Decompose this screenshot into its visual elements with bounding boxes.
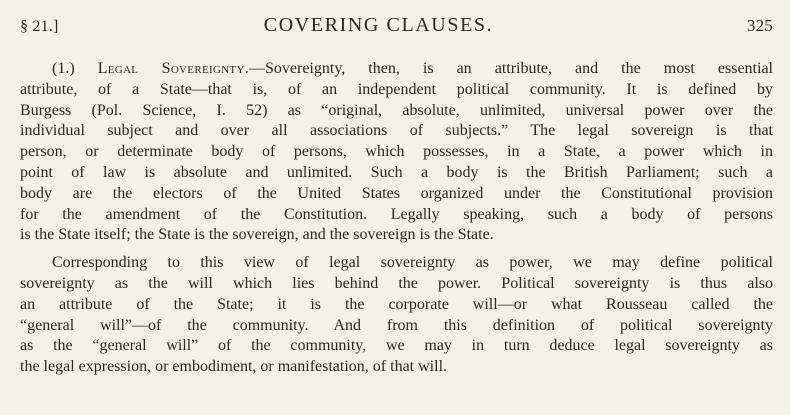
text-span: (1.) [52, 60, 98, 77]
text-line: sovereignty as the will which lies behind the power. Political sovereignty is thus also [20, 274, 773, 292]
text-line: person, or determinate body of persons, which possesses, in a State, a power which in [20, 143, 773, 161]
section-heading: Legal Sovereignty. [97, 60, 249, 77]
body-text [20, 59, 773, 378]
text-line: individual subject and over all associations of subjects.” The legal sovereign is that [20, 122, 773, 140]
page-number: 325 [746, 16, 773, 35]
section-mark: § 21.] [20, 18, 59, 35]
text-line [20, 59, 773, 80]
text-line: as the “general will” of the community, we may in turn deduce legal sovereignty as [20, 337, 773, 355]
text-line: “general will”—of the community. And from this definition of political sovereignty [20, 316, 773, 334]
text-line: body are the electors of the United States organized under the Constitutional provision [20, 184, 773, 202]
running-header [20, 0, 773, 44]
text-line: Burgess (Pol. Science, I. 52) as “original, absolute, unlimited, universal power over the [20, 101, 773, 119]
text-span: —Sovereignty, then, is an attribute, and the most essential [249, 60, 773, 77]
paragraph-political-sovereignty [20, 253, 773, 378]
text-line: is the State itself; the State is the sovereign, and the sovereign is the State. [20, 226, 494, 244]
page-title: COVERING CLAUSES. [263, 14, 494, 36]
text-line: the legal expression, or embodiment, or manifestation, of that will. [20, 358, 448, 376]
text-line: attribute, of a State—that is, of an independent political community. It is defined by [20, 80, 773, 98]
text-line: Corresponding to this view of legal sovereignty as power, we may define political [52, 254, 773, 272]
text-line: point of law is absolute and unlimited. Such a body is the British Parliament; such a [20, 163, 773, 181]
text-line: for the amendment of the Constitution. Legally speaking, such a body of persons [20, 205, 773, 223]
paragraph-legal-sovereignty [20, 59, 773, 246]
text-line: an attribute of the State; it is the corporate will—or what Rousseau called the [20, 295, 773, 313]
